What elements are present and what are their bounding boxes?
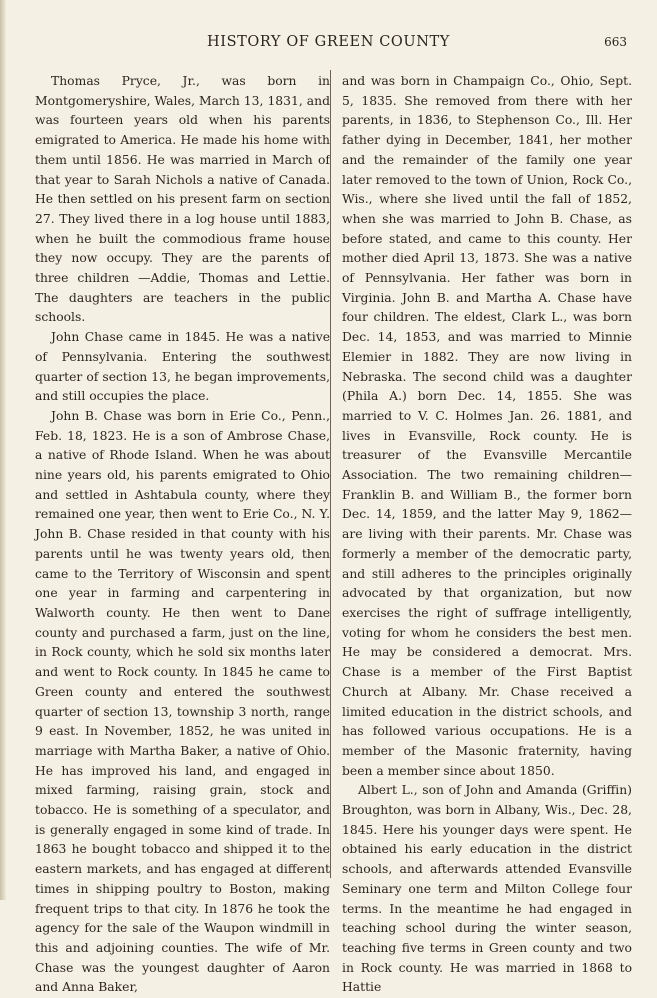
left-column (35, 72, 330, 998)
paragraph-chase-continued: and was born in Champaign Co., Ohio, Sept. 5, 1835. She removed from there with her parents, in 1836, to Stephenson Co., Ill. Her father dying in December, 1841, her mother and the remainder of the family one year later removed to the town of Union, Rock Co., Wis., where she lived until the fall of 1852, when she was married to John B. Chase, as before stated, and came to this county. Her mother died April 13, 1873. She was a native of Pennsylvania. Her father was born in Virginia. John B. and Martha A. Chase have four children. The eldest, Clark L., was born Dec. 14, 1853, and was married to Minnie Elemier in 1882. They are now living in Nebraska. The second child was a daughter (Phila A.) born Dec. 14, 1855. She was married to V. C. Holmes Jan. 26. 1881, and lives in Evansville, Rock county. He is treasurer of the Evansville Mercantile Association. The two remaining children—Franklin B. and William B., the former born Dec. 14, 1859, and the latter May 9, 1862—are living with their parents. Mr. Chase was formerly a member of the democratic party, and still adheres to the principles originally advocated by that organization, but now exercises the right of suffrage intelligently, voting for whom he considers the best men. He may be considered a democrat. Mrs. Chase is a member of the First Baptist Church at Albany. Mr. Chase received a limited education in the district schools, and has followed various occupations. He is a member of the Masonic fraternity, having been a member since about 1850. (342, 74, 632, 778)
running-title: HISTORY OF GREEN COUNTY (207, 34, 450, 50)
right-column (342, 72, 632, 998)
paragraph-thomas-pryce: Thomas Pryce, Jr., was born in Montgomeryshire, Wales, March 13, 1831, and was fourteen years old when his parents emigrated to America. He made his home with them until 1856. He was married in March of that year to Sarah Nichols a native of Canada. He then settled on his present farm on section 27. They lived there in a log house until 1883, when he built the commodious frame house they now occupy. They are the parents of three children —Addie, Thomas and Lettie. The daughters are teachers in the public schools. (35, 74, 330, 325)
paragraph-albert-broughton: Albert L., son of John and Amanda (Griffin) Broughton, was born in Albany, Wis., Dec. 28, 1845. Here his younger days were spent. He obtained his early education in the district schools, and afterwards attended Evansville Seminary one term and Milton College four terms. In the meantime he had engaged in teaching school during the winter season, teaching five terms in Green county and two in Rock county. He was married in 1868 to Hattie (342, 783, 632, 995)
paragraph-john-chase: John Chase came in 1845. He was a native of Pennsylvania. Entering the southwest quarter of section 13, he began improvements, and still occupies the place. (35, 330, 330, 404)
page-number: 663 (604, 35, 627, 49)
page-binding-edge (0, 0, 6, 900)
paragraph-john-b-chase: John B. Chase was born in Erie Co., Penn., Feb. 18, 1823. He is a son of Ambrose Chase, a native of Rhode Island. When he was about nine years old, his parents emigrated to Ohio and settled in Ashtabula county, where they remained one year, then went to Erie Co., N. Y. John B. Chase resided in that county with his parents until he was twenty years old, then came to the Territory of Wisconsin and spent one year in farming and carpentering in Walworth county. He then went to Dane county and purchased a farm, just on the line, in Rock county, which he sold six months later and went to Rock county. In 1845 he came to Green county and entered the southwest quarter of section 13, township 3 north, range 9 east. In November, 1852, he was united in marriage with Martha Baker, a native of Ohio. He has improved his land, and engaged in mixed farming, raising grain, stock and tobacco. He is something of a speculator, and is generally engaged in some kind of trade. In 1863 he bought tobacco and shipped it to the eastern markets, and has engaged at different times in shipping poultry to Boston, making frequent trips to that city. In 1876 he took the agency for the sale of the Waupon windmill in this and adjoining counties. The wife of Mr. Chase was the youngest daughter of Aaron and Anna Baker, (35, 408, 330, 995)
page-header (0, 34, 657, 56)
column-divider (330, 70, 331, 878)
